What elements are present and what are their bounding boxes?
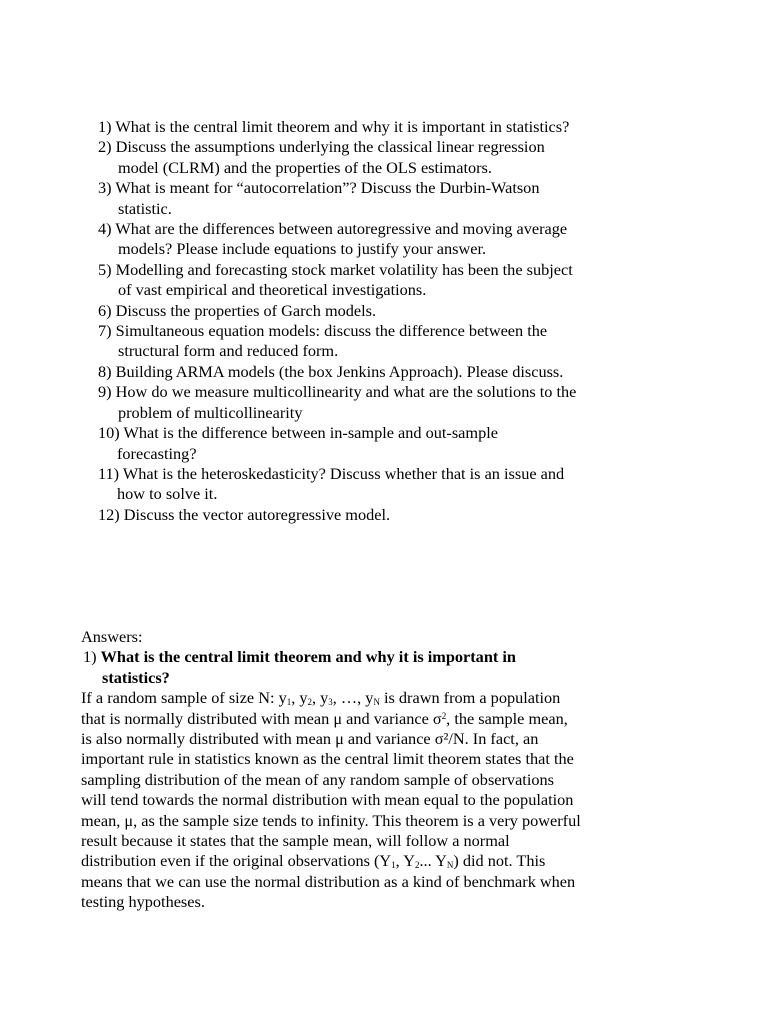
question-item: 12) Discuss the vector autoregressive model. [98, 504, 391, 524]
answer-question-title: What is the central limit theorem and why it is important in statistics? [100, 647, 516, 687]
answer-text: ... Y [419, 851, 447, 871]
answer-text: , Y [395, 851, 415, 871]
subscript: 1 [391, 860, 396, 871]
subscript: 3 [328, 697, 333, 708]
subscript: 2 [307, 697, 312, 708]
answer-text: , …, y [332, 688, 374, 708]
answer-question-number: 1) [83, 647, 101, 667]
answer-question [83, 647, 581, 688]
subscript: N [373, 697, 380, 708]
answers-section [81, 627, 581, 913]
question-list [98, 117, 578, 525]
answers-heading: Answers: [81, 627, 143, 646]
subscript: 2 [414, 860, 420, 871]
answer-paragraph [81, 688, 581, 912]
question-item: 2) Discuss the assumptions underlying the classical linear regression model (CLRM) and the properties of the OLS estimators. [98, 137, 545, 177]
question-item: 8) Building ARMA models (the box Jenkins Approach). Please discuss. [98, 361, 564, 381]
question-item: 4) What are the differences between autoregressive and moving average models? Please include equations to justify your answer. [98, 219, 568, 259]
question-item: 3) What is meant for “autocorrelation”? Discuss the Durbin-Watson statistic. [98, 178, 540, 218]
answer-text: , the sample mean, is also normally distributed with mean μ and variance σ²/N. In fact, an important rule in statistics known as the central limit theorem states that the sampling distribution of the mean of any random sample of observations will tend towards the normal distribution with mean equal to the population mean, μ, as the sample size tends to infinity. This theorem is a very powerful result because it states that the sample mean, will follow a normal distribution even if the original observations (Y [81, 708, 581, 871]
answer-text: is drawn from a population that is normally distributed with mean μ and variance σ [81, 688, 561, 728]
superscript: 2 [441, 710, 447, 721]
answer-text: , y [291, 688, 308, 708]
question-item: 1) What is the central limit theorem and why it is important in statistics? [98, 117, 570, 136]
subscript: N [446, 860, 454, 871]
answer-text: , y [311, 688, 329, 708]
question-item: 11) What is the heteroskedasticity? Discuss whether that is an issue and how to solve it. [98, 463, 565, 504]
question-item: 5) Modelling and forecasting stock market volatility has been the subject of vast empirical and theoretical investigations. [98, 259, 573, 300]
answer-text: If a random sample of size N: y [81, 688, 287, 708]
question-item: 9) How do we measure multicollinearity and what are the solutions to the problem of multicollinearity [98, 382, 577, 422]
question-item: 7) Simultaneous equation models: discuss the difference between the structural form and reduced form. [98, 321, 548, 361]
answer-text: ) did not. This means that we can use the normal distribution as a kind of benchmark when testing hypotheses. [81, 851, 576, 912]
question-item: 10) What is the difference between in-sample and out-sample forecasting? [98, 423, 498, 463]
subscript: 1 [286, 697, 292, 708]
question-item: 6) Discuss the properties of Garch models. [98, 300, 377, 320]
